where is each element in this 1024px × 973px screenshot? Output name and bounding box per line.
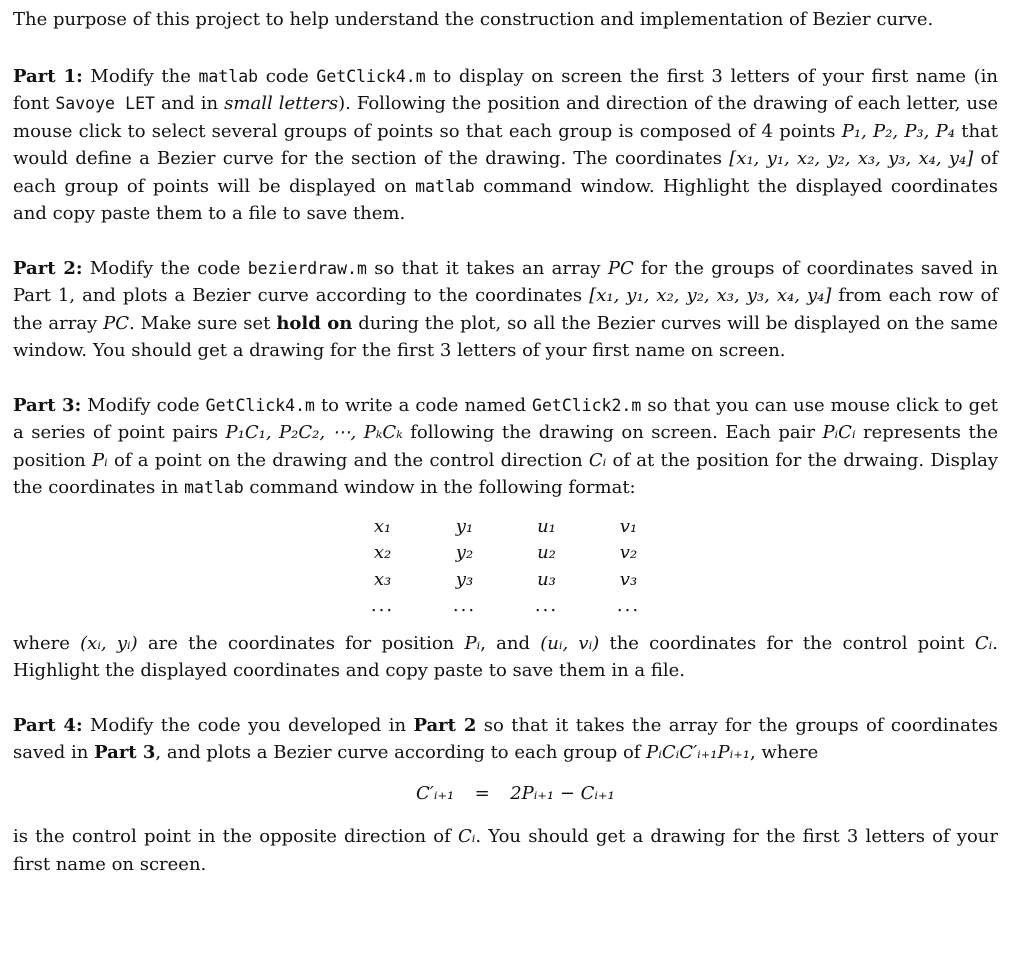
text: and in [154,93,225,114]
bold-part-2: Part 2 [413,714,477,736]
text: during the plot, so all the Bezier curves will be displayed on the same window. You should get a drawing for the first 3 letters of your first name on screen. [13,312,999,361]
bold-hold-on: hold on [276,312,353,334]
matrix-ellipsis: ... [616,595,641,616]
text: are the coordinates for position [137,632,465,654]
intro-paragraph: The purpose of this project to help understand the construction and implementation of Bezier curve. [13,9,934,30]
math-coordinates: [x₁, y₁, x₂, y₂, x₃, y₃, x₄, y₄] [729,148,974,169]
matrix-ellipsis: ... [370,595,395,616]
text: . Make sure set [129,312,277,334]
text: command window. Highlight the displayed coordinates and copy paste them to a file to save them. [13,175,998,224]
text: so that it takes the array for the groups of coordinates saved in [13,714,998,763]
math-control: Cᵢ [457,826,476,847]
text: to write a code named [314,394,533,416]
text: . Highlight the displayed coordinates and copy paste to save them in a file. [13,632,998,681]
text: , where [749,742,819,763]
text: that would define a Bezier curve for the section of the drawing. The coordinates [13,120,999,169]
code-font-name: Savoye LET [55,94,155,113]
text: , and [480,632,541,654]
math-points: P₁, P₂, P₃, P₄ [841,120,955,142]
equation-rhs: 2Pᵢ₊₁ − Cᵢ₊₁ [510,782,615,804]
math-xy: (xᵢ, yᵢ) [80,632,138,654]
matrix-cell: y₂ [455,542,474,563]
text: Modify code [81,394,206,416]
part-1-label: Part 1: [13,65,83,87]
math-control: Cᵢ [588,449,607,471]
code-getclick2: GetClick2.m [532,395,642,415]
text: code [258,65,317,87]
code-matlab: matlab [198,66,259,86]
text: Modify the code [82,257,248,279]
math-control: Cᵢ [974,632,993,654]
text: so that you can use mouse click to get a series of point pairs [13,394,999,443]
text: Modify the [82,65,199,87]
matrix-cell: v₂ [619,542,638,563]
text: where [13,632,81,654]
text: from each row of the array [13,285,998,334]
matrix-cell: x₃ [373,568,392,590]
text: for the groups of coordinates saved in Part 1, and plots a Bezier curve according to the coordinates [13,257,998,306]
code-matlab: matlab [184,478,244,497]
coordinate-format-matrix [13,514,998,620]
math-position: Pᵢ [464,632,481,654]
math-pc: PC [103,312,130,334]
math-pc: PC [607,257,634,279]
part-2-paragraph [13,255,998,365]
part-4-continuation [13,823,998,878]
code-getclick4: GetClick4.m [316,66,426,86]
part-3-label: Part 3: [13,394,82,416]
matrix-cell: x₁ [373,515,392,537]
part-4-label: Part 4: [13,714,83,736]
matrix-cell: y₁ [455,515,474,537]
text: . You should get a drawing for the first 3 letters of your first name on screen. [13,826,998,875]
math-group: PᵢCᵢC′ᵢ₊₁Pᵢ₊₁ [646,742,750,763]
matrix-cell: x₂ [373,542,392,563]
text: represents the position [13,422,998,471]
matrix-cell: u₂ [537,542,556,563]
text: following the drawing on screen. Each pair [402,422,823,443]
code-bezierdraw: bezierdraw.m [247,258,367,278]
text: , and plots a Bezier curve according to each group of [155,742,647,763]
text: to display on screen the first 3 letters of your first name (in font [13,65,999,114]
part-1-paragraph [13,63,998,228]
matrix-cell: y₃ [455,568,474,590]
math-coordinates: [x₁, y₁, x₂, y₂, x₃, y₃, x₄, y₄] [589,285,832,306]
text: command window in the following format: [243,477,636,498]
matrix-cell: v₃ [619,568,638,590]
matrix-cell: v₁ [619,515,638,537]
part-2-label: Part 2: [13,257,83,279]
code-matlab: matlab [415,176,475,196]
matrix-ellipsis: ... [534,595,559,616]
control-point-equation [13,780,998,808]
text: Modify the code you developed in [82,714,414,736]
text: of each group of points will be displayed on [13,148,998,197]
code-getclick4: GetClick4.m [205,395,315,415]
text: ). Following the position and direction of the drawing of each letter, use mouse click to select several groups of points so that each group is composed of 4 points [13,93,998,142]
math-position: Pᵢ [92,449,108,471]
equation-equals: = [474,782,490,804]
text: is the control point in the opposite direction of [13,826,458,847]
text: so that it takes an array [366,257,608,279]
math-point-pairs: P₁C₁, P₂C₂, ⋯, PₖCₖ [225,422,403,443]
bold-part-3: Part 3 [94,742,156,763]
text: of a point on the drawing and the control direction [107,449,589,471]
text: of at the position for the drwaing. Display the coordinates in [13,449,998,498]
part-3-paragraph [13,392,998,502]
equation-lhs: C′ᵢ₊₁ [416,782,455,804]
text: the coordinates for the control point [599,632,975,654]
matrix-cell: u₁ [537,515,556,537]
part-4-paragraph [13,712,998,767]
math-uv: (uᵢ, vᵢ) [540,632,600,654]
emphasis-small-letters: small letters [224,93,339,114]
matrix-cell: u₃ [537,568,556,590]
math-pair: PᵢCᵢ [822,422,856,443]
matrix-ellipsis: ... [452,595,477,616]
part-3-continuation [13,630,998,685]
